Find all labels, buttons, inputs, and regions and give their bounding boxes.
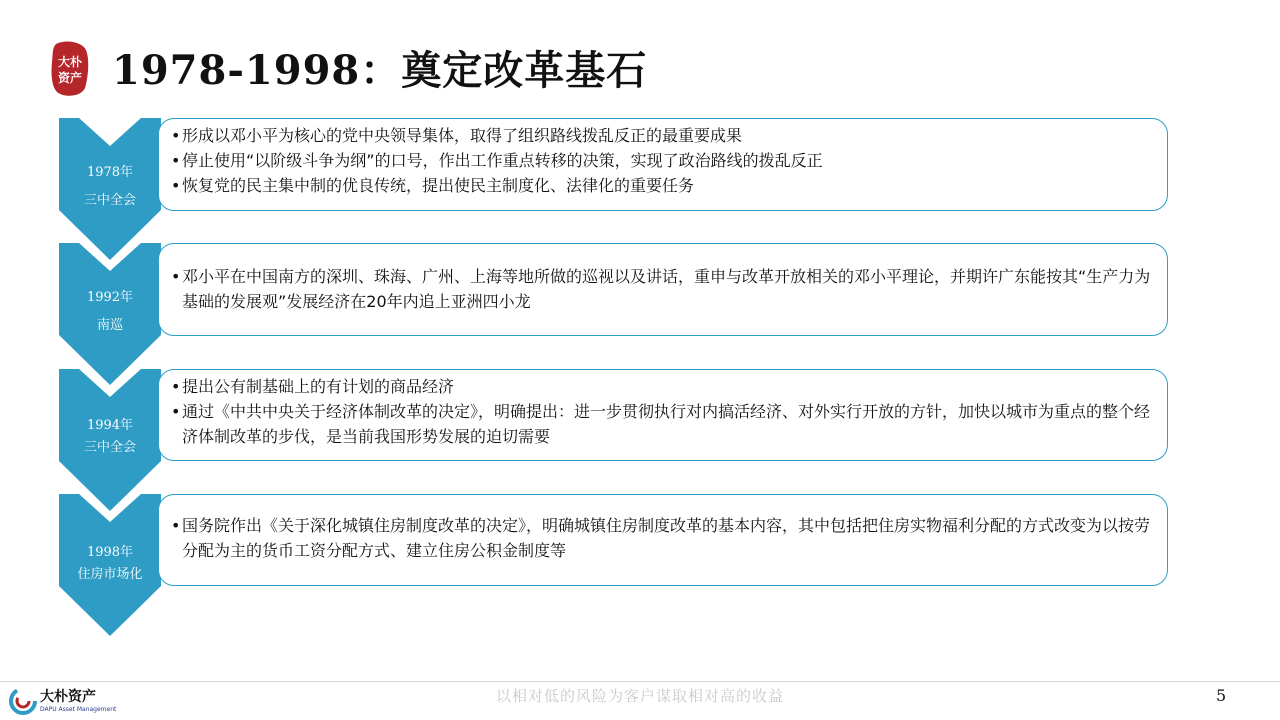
- timeline-content-box: [158, 243, 1168, 336]
- brand-seal-logo: [50, 40, 90, 98]
- timeline-content-box: [158, 494, 1168, 586]
- bullet-item: • 形成以邓小平为核心的党中央领导集体，取得了组织路线拨乱反正的最重要成果: [171, 123, 1161, 148]
- bullet-list: [171, 374, 1161, 449]
- bullet-item: • 提出公有制基础上的有计划的商品经济: [171, 374, 1161, 399]
- timeline-year: 1992年: [86, 290, 134, 305]
- footer-logo-name: 大朴资产: [40, 689, 96, 705]
- bullet-item: • 停止使用“以阶级斗争为纲”的口号，作出工作重点转移的决策，实现了政治路线的拨乱反正: [171, 148, 1161, 173]
- timeline-year: 1994年: [86, 418, 134, 433]
- page-title: 1978-1998：奠定改革基石: [112, 47, 648, 94]
- timeline-event: 三中全会: [83, 193, 136, 208]
- bullet-list: [171, 264, 1161, 314]
- timeline-year: 1978年: [86, 165, 134, 180]
- timeline-event: 南巡: [96, 318, 123, 333]
- footer-slogan: 以相对低的风险为客户谋取相对高的收益: [495, 687, 784, 705]
- timeline-event: 三中全会: [83, 440, 136, 455]
- bullet-item: • 邓小平在中国南方的深圳、珠海、广州、上海等地所做的巡视以及讲话，重申与改革开放相关的邓小平理论，并期许广东能按其“生产力为基础的发展观”发展经济在20年内追上亚洲四小龙: [171, 264, 1161, 314]
- footer-divider: [0, 681, 1280, 682]
- timeline-year: 1998年: [86, 545, 134, 560]
- svg-text:资产: 资产: [57, 71, 83, 85]
- bullet-item: • 通过《中共中央关于经济体制改革的决定》，明确提出：进一步贯彻执行对内搞活经济、对外实行开放的方针，加快以城市为重点的整个经济体制改革的步伐，是当前我国形势发展的迫切需要: [171, 399, 1161, 449]
- footer-logo-subtitle: DAPU Asset Management: [40, 706, 117, 713]
- svg-text:大朴: 大朴: [57, 55, 83, 69]
- bullet-list: [171, 123, 1161, 198]
- bullet-item: • 恢复党的民主集中制的优良传统，提出使民主制度化、法律化的重要任务: [171, 173, 1161, 198]
- timeline-content-box: [158, 118, 1168, 211]
- bullet-list: [171, 513, 1161, 563]
- timeline-event: 住房市场化: [77, 567, 143, 582]
- bullet-item: • 国务院作出《关于深化城镇住房制度改革的决定》，明确城镇住房制度改革的基本内容，其中包括把住房实物福利分配的方式改变为以按劳分配为主的货币工资分配方式、建立住房公积金制度等: [171, 513, 1161, 563]
- timeline-content-box: [158, 369, 1168, 461]
- page-number: 5: [1216, 686, 1227, 705]
